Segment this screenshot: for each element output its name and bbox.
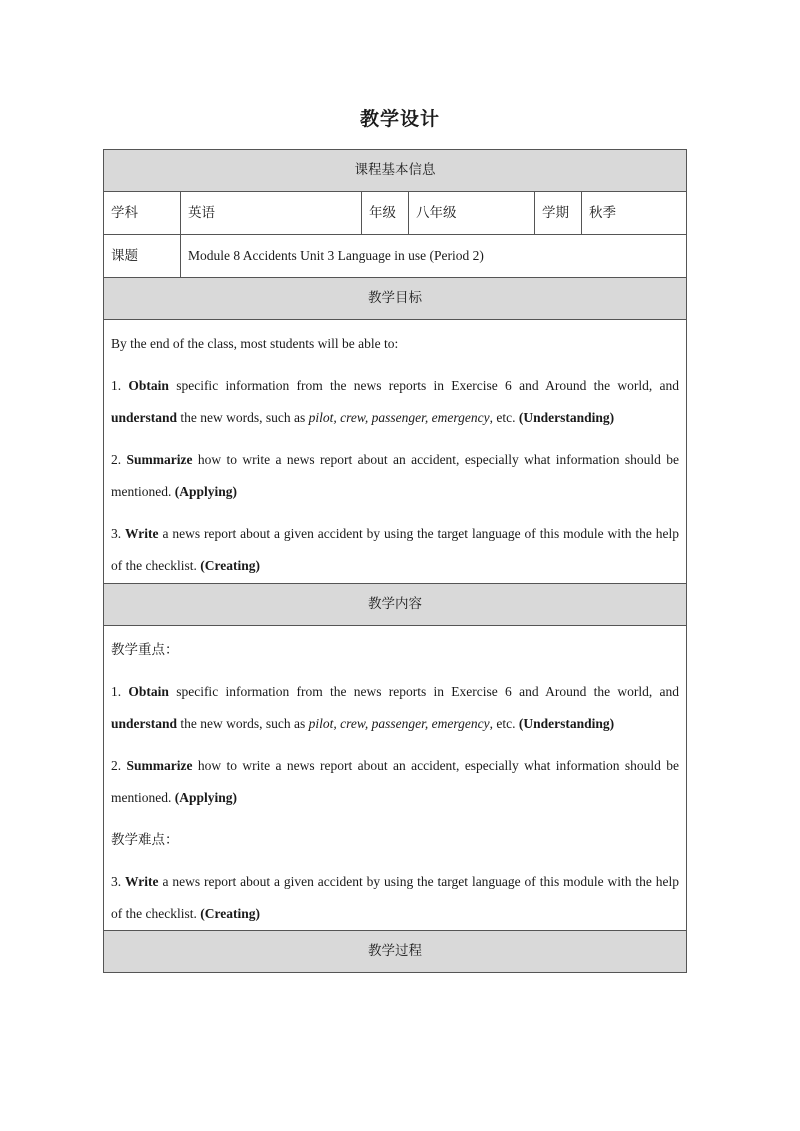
objectives-header-row bbox=[104, 278, 687, 320]
objective-1 bbox=[111, 370, 679, 434]
objective-1-verb-2: understand bbox=[111, 410, 178, 425]
key-point-1-number: 1. bbox=[111, 684, 122, 699]
key-point-1-verb: Obtain bbox=[128, 684, 169, 699]
process-header-row bbox=[104, 931, 687, 973]
difficult-point-1 bbox=[111, 866, 679, 930]
basic-info-header-row bbox=[104, 150, 687, 192]
content-header-row bbox=[104, 584, 687, 626]
difficult-point-1-level: (Creating) bbox=[200, 906, 260, 921]
difficult-points-label: 教学难点： bbox=[111, 832, 179, 847]
key-point-1 bbox=[111, 676, 679, 740]
objectives-row bbox=[104, 320, 687, 584]
subject-value: 英语 bbox=[181, 192, 362, 235]
difficult-point-1-verb: Write bbox=[125, 874, 159, 889]
topic-label: 课题 bbox=[104, 235, 181, 278]
topic-value: Module 8 Accidents Unit 3 Language in use (Period 2) bbox=[181, 235, 687, 278]
basic-info-header: 课程基本信息 bbox=[104, 150, 687, 192]
objective-1-verb: Obtain bbox=[128, 378, 169, 393]
process-header: 教学过程 bbox=[104, 931, 687, 973]
key-points-label: 教学重点： bbox=[111, 642, 179, 657]
objective-3-level: (Creating) bbox=[200, 558, 260, 573]
objective-1-text-c: , etc. bbox=[489, 410, 516, 425]
objective-1-number: 1. bbox=[111, 378, 122, 393]
objective-1-text-a: specific information from the news reports in Exercise 6 and Around the world, and bbox=[176, 378, 680, 393]
objective-1-level: (Understanding) bbox=[518, 410, 615, 425]
objective-1-text-b: the new words, such as bbox=[180, 410, 306, 425]
objective-1-words: pilot, crew, passenger, emergency bbox=[308, 410, 490, 425]
info-row bbox=[104, 192, 687, 235]
key-point-2-verb: Summarize bbox=[126, 758, 193, 773]
topic-row bbox=[104, 235, 687, 278]
grade-value: 八年级 bbox=[409, 192, 535, 235]
key-point-2-level: (Applying) bbox=[174, 790, 238, 805]
difficult-point-1-number: 3. bbox=[111, 874, 122, 889]
page-title: 教学设计 bbox=[359, 108, 440, 130]
difficult-point-1-text: a news report about a given accident by using the target language of this module with the help of the checklist. bbox=[111, 874, 680, 921]
objectives-intro: By the end of the class, most students will be able to: bbox=[111, 336, 399, 351]
key-point-2-number: 2. bbox=[111, 758, 122, 773]
key-point-1-verb-2: understand bbox=[111, 716, 178, 731]
objective-3 bbox=[111, 518, 679, 582]
objective-3-text: a news report about a given accident by using the target language of this module with the help of the checklist. bbox=[111, 526, 680, 573]
key-point-1-text-b: the new words, such as bbox=[180, 716, 306, 731]
term-value: 秋季 bbox=[582, 192, 687, 235]
key-point-2 bbox=[111, 750, 679, 814]
content-header: 教学内容 bbox=[104, 584, 687, 626]
objectives-header: 教学目标 bbox=[104, 278, 687, 320]
objective-3-verb: Write bbox=[125, 526, 159, 541]
term-label: 学期 bbox=[535, 192, 582, 235]
objective-2-verb: Summarize bbox=[126, 452, 193, 467]
key-point-1-text-a: specific information from the news reports in Exercise 6 and Around the world, and bbox=[176, 684, 680, 699]
objectives-cell bbox=[104, 320, 687, 584]
grade-label: 年级 bbox=[362, 192, 409, 235]
objective-2-text: how to write a news report about an accident, especially what information should be mentioned. bbox=[111, 452, 680, 499]
lesson-plan-table bbox=[103, 149, 687, 973]
key-point-1-level: (Understanding) bbox=[518, 716, 615, 731]
objective-2-number: 2. bbox=[111, 452, 122, 467]
key-point-1-words: pilot, crew, passenger, emergency bbox=[308, 716, 490, 731]
objective-3-number: 3. bbox=[111, 526, 122, 541]
subject-label: 学科 bbox=[104, 192, 181, 235]
content-cell bbox=[104, 626, 687, 931]
content-row bbox=[104, 626, 687, 931]
objective-2-level: (Applying) bbox=[174, 484, 238, 499]
key-point-1-text-c: , etc. bbox=[489, 716, 516, 731]
objective-2 bbox=[111, 444, 679, 508]
key-point-2-text: how to write a news report about an accident, especially what information should be mentioned. bbox=[111, 758, 680, 805]
